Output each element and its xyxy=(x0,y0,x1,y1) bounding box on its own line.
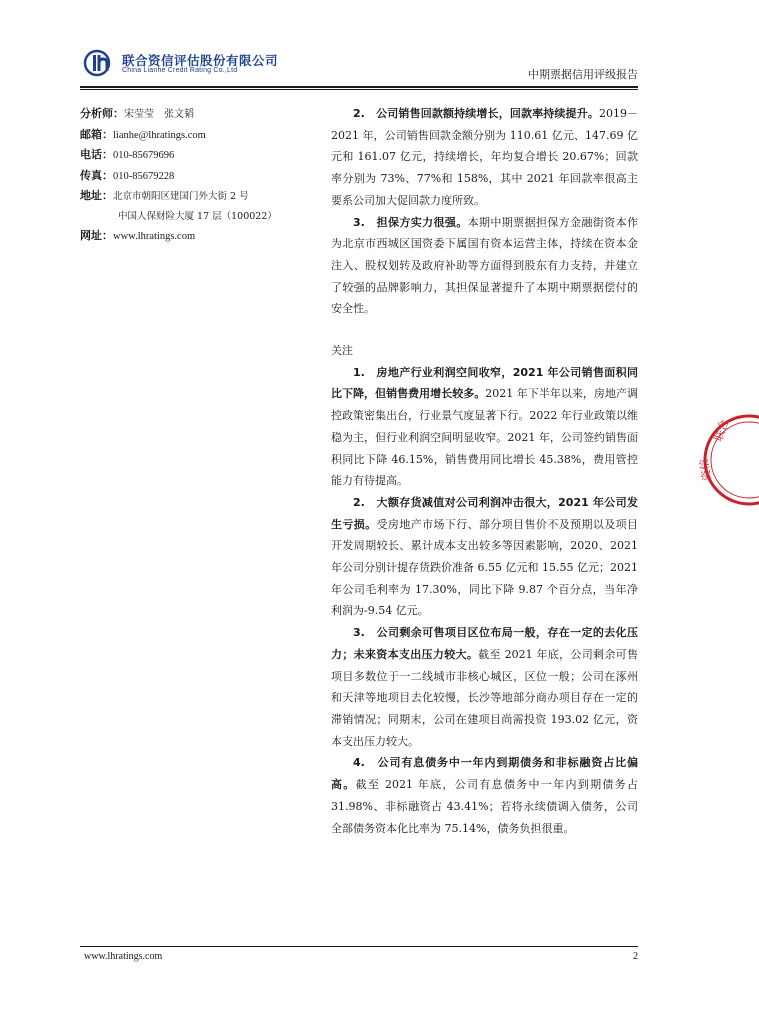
strength-item-3 xyxy=(331,212,638,321)
report-type-title: 中期票据信用评级报告 xyxy=(528,68,638,81)
concern-heading: 4. 公司有息债务中一年内到期债务和非标融资占比偏高。 xyxy=(331,756,638,792)
strength-heading: 3. 担保方实力很强。 xyxy=(353,215,468,229)
address-line-2: 中国人保财险大厦 17 层（100022） xyxy=(118,210,277,222)
company-seal-stamp xyxy=(699,412,759,508)
page-number: 2 xyxy=(633,951,638,962)
contact-info xyxy=(80,104,312,247)
strength-body: 2019－2021 年，公司销售回款金额分别为 110.61 亿元、147.69 亿元和 161.07 亿元，持续增长，年均复合增长 20.67%；回款率分别为 73%、77%和 158%，其中 2021 年回款率很高主要系公司加大促回款力度所致。 xyxy=(331,107,638,207)
strength-item-2 xyxy=(331,103,638,212)
svg-text:资信: 资信 xyxy=(697,457,714,482)
footer-website-link[interactable]: www.lhratings.com xyxy=(84,951,163,962)
fax-label: 传真： xyxy=(80,168,113,182)
analyst-label: 分析师： xyxy=(80,107,124,120)
phone-label: 电话： xyxy=(80,148,113,161)
website-row xyxy=(80,226,312,247)
phone-row xyxy=(80,145,312,166)
concern-item-1 xyxy=(331,362,638,492)
email-label: 邮箱： xyxy=(80,127,113,141)
concerns-section-title: 关注 xyxy=(331,344,353,358)
email-row xyxy=(80,125,312,146)
concern-body: 2021 年下半年以来，房地产调控政策密集出台，行业景气度显著下行。2022 年行业政策以维稳为主，但行业利润空间明显收窄。2021 年，公司签约销售面积同比下降 46.15%，销售费用同比增长 45.38%，费用管控能力有待提高。 xyxy=(331,387,638,488)
concern-body: 截至 2021 年底，公司剩余可售项目多数位于一二线城市非核心城区，区位一般；公司在涿州和天津等地项目去化较慢，长沙等地部分商办项目存在一定的滞销情况；同期末，公司在建项目尚需投资 193.02 亿元，资本支出压力较大。 xyxy=(331,647,638,748)
concern-heading: 1. 房地产行业利润空间收窄，2021 年公司销售面积同比下降，但销售费用增长较多。 xyxy=(331,365,638,401)
company-name-cn: 联合资信评估股份有限公司 xyxy=(122,53,279,68)
concern-item-2 xyxy=(331,492,638,622)
website-link[interactable]: www.lhratings.com xyxy=(113,231,196,242)
concern-item-4 xyxy=(331,752,638,839)
address-row xyxy=(80,186,312,207)
fax-value: 010-85679228 xyxy=(113,170,175,182)
company-name-en: China Lianhe Credit Rating Co.,Ltd xyxy=(122,67,238,74)
svg-text:联合: 联合 xyxy=(711,417,732,444)
email-link[interactable]: lianhe@lhratings.com xyxy=(113,129,206,141)
analyst-value: 宋莹莹 张文韬 xyxy=(124,109,194,120)
strength-body: 本期中期票据担保方金融街资本作为北京市西城区国资委下属国有资本运营主体，持续在资本金注入、股权划转及政府补助等方面得到股东有力支持，并建立了较强的品牌影响力，其担保显著提升了本期中期票据偿付的安全性。 xyxy=(331,215,638,316)
concern-item-3 xyxy=(331,622,638,752)
company-logo-icon xyxy=(84,50,118,76)
footer-rule xyxy=(80,946,638,947)
analyst-row xyxy=(80,104,312,125)
concern-heading: 2. 大额存货减值对公司利润冲击很大，2021 年公司发生亏损。 xyxy=(331,495,638,531)
concern-body: 截至 2021 年底，公司有息债务中一年内到期债务占 31.98%、非标融资占 43.41%；若将永续债调入债务，公司全部债务资本化比率为 75.14%，债务负担很重。 xyxy=(331,778,638,835)
strength-heading: 2. 公司销售回款额持续增长，回款率持续提升。 xyxy=(353,107,599,120)
address-line-1: 北京市朝阳区建国门外大街 2 号 xyxy=(113,191,249,202)
phone-value: 010-85679696 xyxy=(113,150,175,161)
body-text xyxy=(331,103,638,839)
website-label: 网址： xyxy=(80,229,113,242)
header-rule-thin xyxy=(80,89,638,90)
concern-heading: 3. 公司剩余可售项目区位布局一般，存在一定的去化压力；未来资本支出压力较大。 xyxy=(331,626,638,661)
fax-row xyxy=(80,166,312,187)
header-rule xyxy=(80,86,638,88)
address-label: 地址： xyxy=(80,189,113,202)
concern-body: 受房地产市场下行、部分项目售价不及预期以及项目开发周期较长、累计成本支出较多等因素影响，2020、2021 年公司分别计提存货跌价准备 6.55 亿元和 15.55 亿元；2021 年公司毛利率为 17.30%，同比下降 9.87 个百分点，当年净利润为-9.54 亿元。 xyxy=(331,517,639,618)
